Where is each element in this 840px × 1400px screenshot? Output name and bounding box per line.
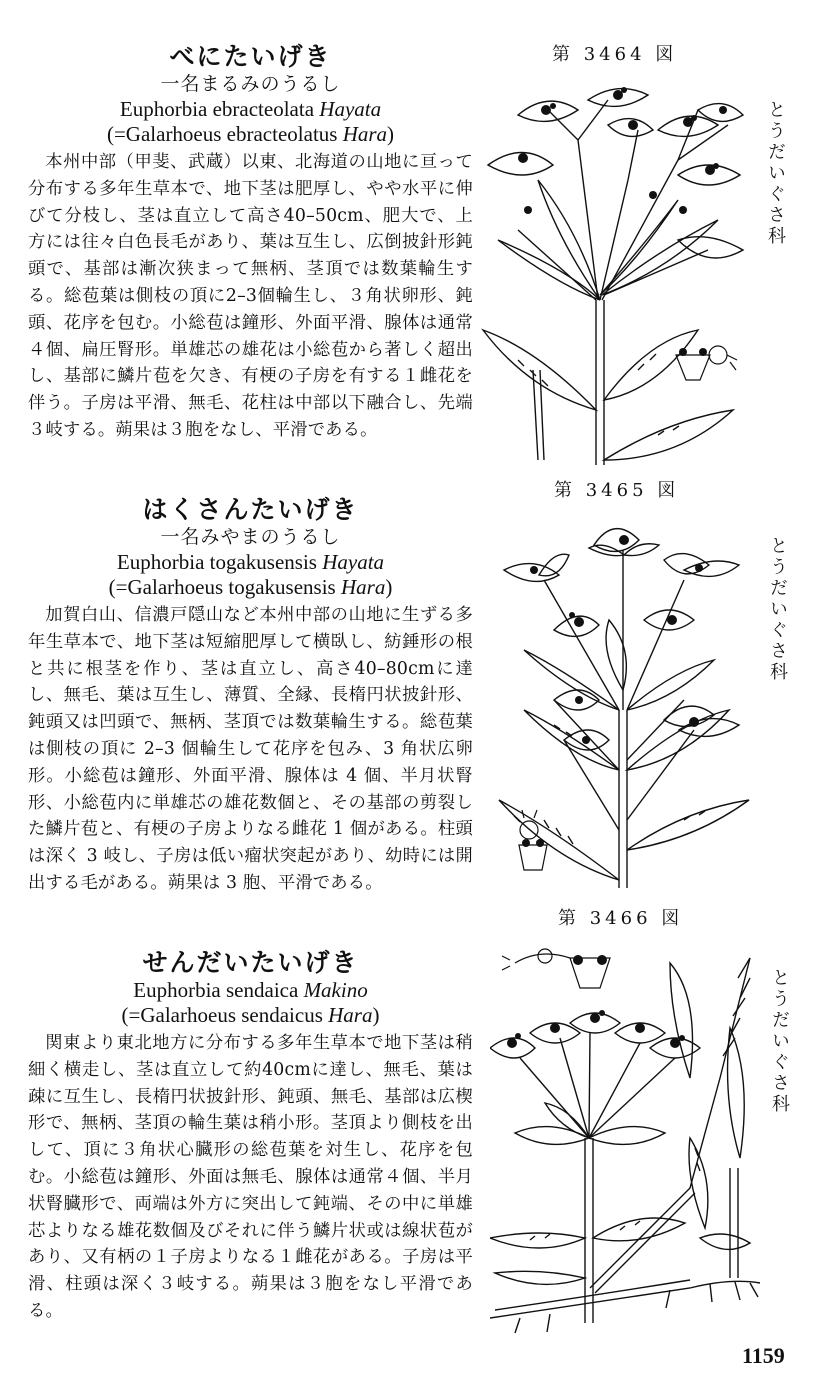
- synonym-author: Hara: [342, 122, 388, 146]
- synonym-open: (=: [106, 122, 126, 146]
- entry-beni-taigeki: [28, 42, 473, 444]
- scientific-binomial: Euphorbia togakusensis: [116, 550, 317, 574]
- scientific-author: Hayata: [322, 550, 385, 574]
- synonym-close: ): [387, 122, 395, 146]
- synonym-author: Hara: [328, 1003, 373, 1027]
- family-label: とうだいぐさ科: [769, 968, 790, 1115]
- figure-label-3464: 第 3464 図: [552, 44, 678, 65]
- synonym-binomial: Galarhoeus togakusensis: [127, 575, 336, 599]
- synonym-binomial: Galarhoeus ebracteolatus: [125, 122, 338, 146]
- entry-hakusan-taigeki: [28, 495, 473, 897]
- page-number: 1159: [742, 1343, 785, 1368]
- entry-title: せんだいたいげき: [142, 948, 359, 977]
- synonym-author: Hara: [340, 575, 386, 599]
- synonym-close: ): [372, 1003, 380, 1027]
- entry-sendai-taigeki: [28, 948, 473, 1325]
- entry-description: 関東より東北地方に分布する多年生草本で地下茎は稍細く横走し、茎は直立して約40cmに達し、無毛、葉は疎に互生し、長楕円状披針形、鈍頭、無毛、基部は広楔形で、無柄、茎頂の輪生葉は稍小形。茎頂より側枝を出して、頂に３角状心臓形の総苞葉を対生し、花序を包む。小総苞は鐘形、外面は無毛、腺体は通常４個、半月状腎臓形で、両端は外方に突出して鈍端、その中に単雄芯よりなる雄花数個及びそれに伴う鱗片状或は線状苞があり、又有柄の１子房よりなる１雌花がある。子房は平滑、柱頭は深く３岐する。蒴果は３胞をなし平滑である。: [28, 1033, 473, 1321]
- plant-illustration-3466: [490, 938, 760, 1338]
- figure-label-3465: 第 3465 図: [554, 480, 680, 501]
- figure-label-3466: 第 3466 図: [558, 908, 684, 929]
- synonym-name: [28, 1003, 473, 1028]
- synonym-name: [28, 575, 473, 600]
- scientific-binomial: Euphorbia ebracteolata: [119, 97, 315, 121]
- synonym-close: ): [385, 575, 393, 599]
- entry-description: 本州中部（甲斐、武蔵）以東、北海道の山地に亘って分布する多年生草本で、地下茎は肥厚し、やや水平に伸びて分枝し、茎は直立して高さ40–50cm、肥大で、上方には往々白色長毛があり、葉は互生し、広倒披針形鈍頭で、基部は漸次狭まって無柄、茎頂では数葉輪生する。総苞葉は側枝の頂に2–3個輪生し、３角状卵形、鈍頭、花序を包む。小総苞は鐘形、外面平滑、腺体は通常４個、扁圧腎形。単雄芯の雄花は小総苞から著しく超出し、基部に鱗片苞を欠き、有梗の子房を有する１雌花を伴う。子房は平滑、無毛、花柱は中部以下融合し、先端３岐する。蒴果は３胞をなし、平滑である。: [28, 152, 473, 440]
- entry-title: べにたいげき: [169, 42, 332, 71]
- entry-alias: 一名みやまのうるし: [160, 526, 341, 548]
- scientific-name: [28, 97, 473, 122]
- cyathium-detail: [676, 346, 737, 380]
- plant-illustration-3464: [478, 70, 748, 470]
- entry-alias: 一名まるみのうるし: [160, 73, 341, 95]
- synonym-open: (=: [121, 1003, 141, 1027]
- scientific-author: Makino: [303, 978, 368, 1002]
- scientific-name: [28, 978, 473, 1003]
- scientific-author: Hayata: [319, 97, 382, 121]
- scientific-name: [28, 550, 473, 575]
- family-label: とうだいぐさ科: [767, 536, 788, 683]
- cyathium-detail: [502, 949, 610, 988]
- family-label: とうだいぐさ科: [765, 100, 786, 247]
- scientific-binomial: Euphorbia sendaica: [133, 978, 299, 1002]
- entry-description: 加賀白山、信濃戸隠山など本州中部の山地に生ずる多年生草本で、地下茎は短縮肥厚して横臥し、紡錘形の根と共に根茎を作り、茎は直立し、高さ40–80cmに達し、無毛、葉は互生し、薄質、全縁、長楕円状披針形、鈍頭又は凹頭で、無柄、茎頂では数葉輪生する。総苞葉は側枝の頂に 2–3 個輪生して花序を包み、3 角状広卵形。小総苞は鐘形、外面平滑、腺体は 4 個、半月状腎形、小総苞内に単雄芯の雄花数個と、その基部の剪裂した鱗片苞と、有梗の子房よりなる雌花 1 個がある。柱頭は深く 3 岐し、子房は低い瘤状突起があり、幼時には開出する毛がある。蒴果は 3 胞、平滑である。: [28, 605, 473, 893]
- entry-title: はくさんたいげき: [142, 495, 359, 524]
- plant-illustration-3465: [484, 510, 754, 890]
- synonym-binomial: Galarhoeus sendaicus: [140, 1003, 323, 1027]
- synonym-open: (=: [108, 575, 128, 599]
- synonym-name: [28, 122, 473, 147]
